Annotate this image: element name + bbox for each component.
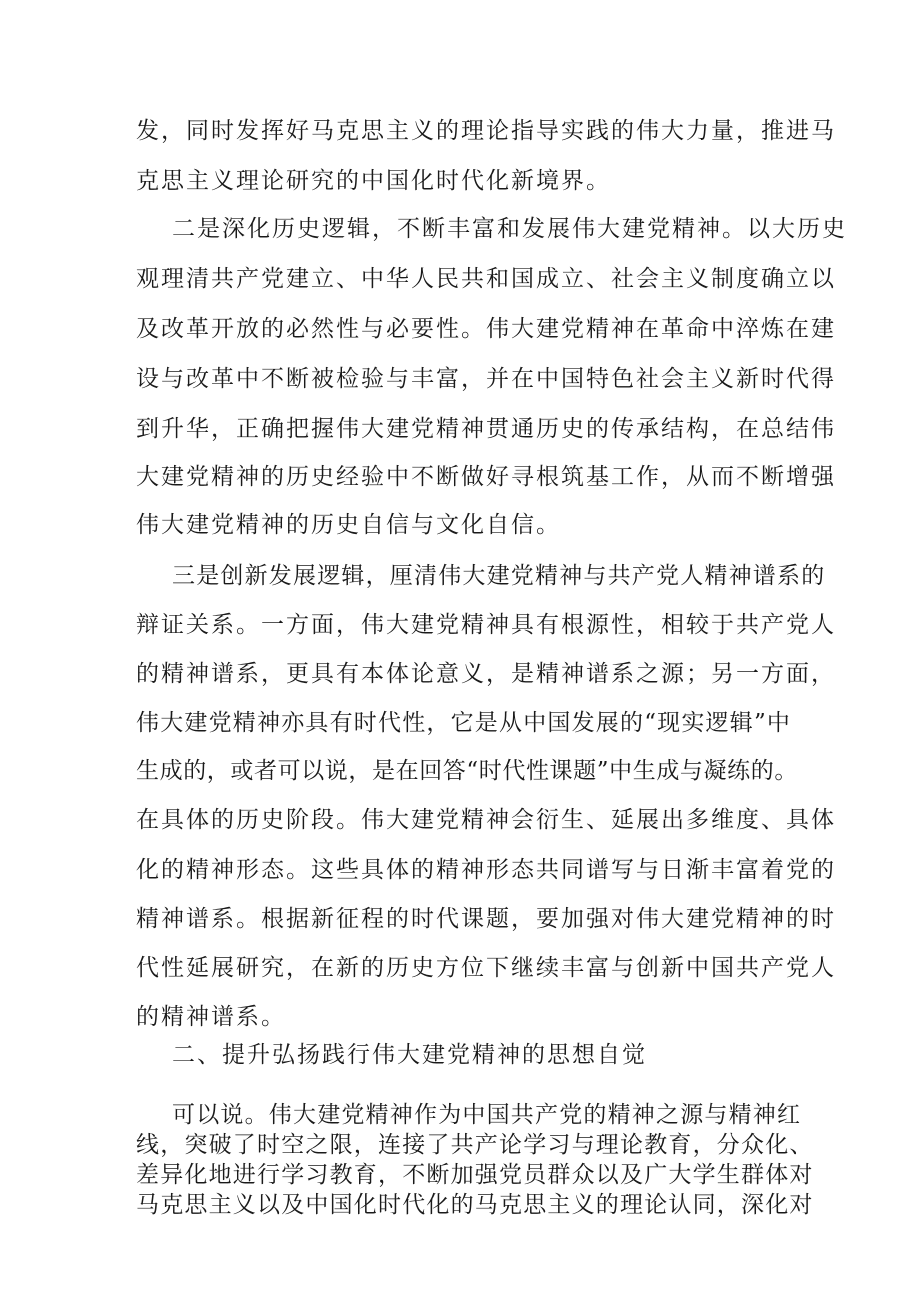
text-line: 三是创新发展逻辑，厘清伟大建党精神与共产党人精神谱系的 [172,563,826,589]
text-line: 的精神谱系，更具有本体论意义，是精神谱系之源；另一方面， [136,661,836,687]
text-line: 伟大建党精神亦具有时代性，它是从中国发展的“现实逻辑”中 [136,710,792,736]
text-line: 到升华，正确把握伟大建党精神贯通历史的传承结构，在总结伟 [136,416,836,442]
text-line: 辩证关系。一方面，伟大建党精神具有根源性，相较于共产党人 [136,612,836,638]
text-line: 伟大建党精神的历史自信与文化自信。 [136,512,561,538]
text-line: 的精神谱系。 [136,1004,286,1030]
text-line: 精神谱系。根据新征程的时代课题，要加强对伟大建党精神的时 [136,906,836,932]
text-line: 代性延展研究，在新的历史方位下继续丰富与创新中国共产党人 [136,955,836,981]
text-line: 生成的，或者可以说，是在回答“时代性课题”中生成与凝练的。 [136,758,798,784]
text-line: 大建党精神的历史经验中不断做好寻根筑基工作，从而不断增强 [136,464,836,490]
text-line: 可以说。伟大建党精神作为中国共产党的精神之源与精神红 [172,1102,802,1128]
text-line: 克思主义理论研究的中国化时代化新境界。 [136,168,611,194]
text-line: 马克思主义以及中国化时代化的马克思主义的理论认同，深化对 [136,1192,814,1218]
text-line: 化的精神形态。这些具体的精神形态共同谱写与日渐丰富着党的 [136,857,836,883]
text-line: 设与改革中不断被检验与丰富，并在中国特色社会主义新时代得 [136,366,836,392]
text-line: 发，同时发挥好马克思主义的理论指导实践的伟大力量，推进马 [136,118,836,144]
text-line: 及改革开放的必然性与必要性。伟大建党精神在革命中淬炼在建 [136,316,836,342]
text-line: 在具体的历史阶段。伟大建党精神会衍生、延展出多维度、具体 [136,807,836,833]
text-line: 观理清共产党建立、中华人民共和国成立、社会主义制度确立以 [136,266,836,292]
text-line: 二是深化历史逻辑，不断丰富和发展伟大建党精神。以大历史 [172,216,847,242]
section-heading: 二、提升弘扬践行伟大建党精神的思想自觉 [172,1042,647,1068]
text-line: 线，突破了时空之限，连接了共产论学习与理论教育，分众化、 [136,1132,814,1158]
text-line: 差异化地进行学习教育，不断加强党员群众以及广大学生群体对 [136,1162,814,1188]
